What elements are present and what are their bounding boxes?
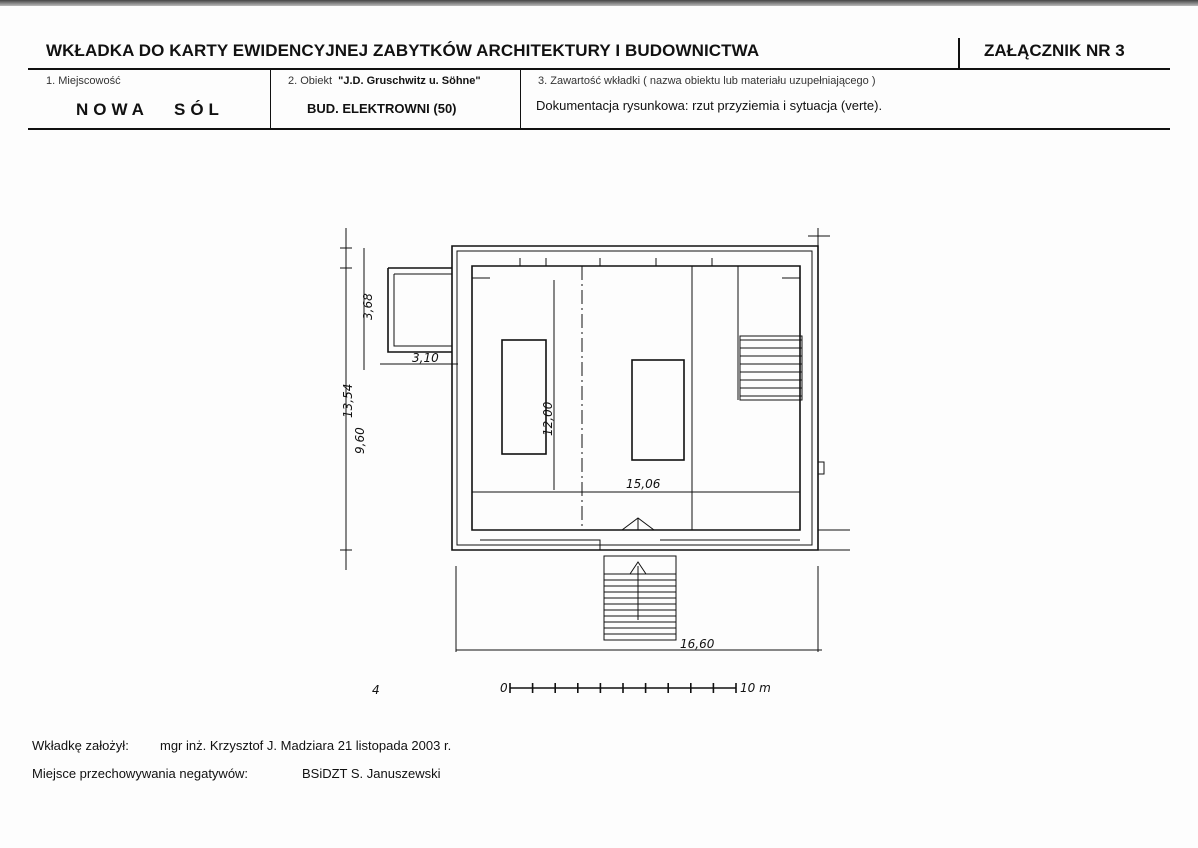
corner-tick bbox=[808, 228, 830, 268]
top-pilaster-marks bbox=[520, 258, 712, 266]
object-label-name: "J.D. Gruschwitz u. Söhne" bbox=[338, 75, 481, 87]
dim-inner-width-label: 15,06 bbox=[626, 477, 661, 491]
storage-label: Miejsce przechowywania negatywów: bbox=[32, 766, 249, 781]
locality-label: 1. Miejscowość bbox=[46, 75, 121, 87]
dim-inner-depth-label: 12,00 bbox=[541, 401, 555, 436]
contents-label: 3. Zawartość wkładki ( nazwa obiektu lub materiału uzupełniającego ) bbox=[538, 75, 876, 87]
dim-total-height-label: 13,54 bbox=[341, 383, 355, 418]
locality-value: NOWA SÓL bbox=[76, 100, 224, 119]
object-value: BUD. ELEKTROWNI (50) bbox=[307, 101, 457, 116]
north-arrow-icon: 4 bbox=[372, 683, 380, 697]
sheet-title: WKŁADKA DO KARTY EWIDENCYJNEJ ZABYTKÓW ARCHITEKTURY I BUDOWNICTWA bbox=[46, 41, 760, 60]
dim-lower-label: 9,60 bbox=[353, 427, 367, 454]
entrance-doors bbox=[622, 518, 654, 530]
dim-upper-label: 3,68 bbox=[361, 293, 375, 320]
contents-value: Dokumentacja rysunkowa: rzut przyziemia i sytuacja (verte). bbox=[536, 98, 883, 113]
scale-end-label: 10 m bbox=[740, 681, 771, 695]
dim-line-total-width bbox=[456, 566, 822, 652]
interior-stair bbox=[740, 336, 802, 400]
side-wall-extension bbox=[818, 462, 850, 550]
pilasters bbox=[472, 266, 800, 278]
machine-foundation-1 bbox=[502, 340, 546, 454]
dim-total-width-label: 16,60 bbox=[680, 637, 715, 651]
storage-value: BSiDZT S. Januszewski bbox=[302, 766, 441, 781]
author-label: Wkładkę założył: bbox=[32, 738, 129, 753]
annex-wall bbox=[388, 268, 452, 352]
object-label-prefix: 2. Obiekt bbox=[288, 75, 333, 87]
machine-foundation-2 bbox=[632, 360, 684, 460]
scale-start-label: 0 bbox=[500, 681, 508, 695]
annex-number: ZAŁĄCZNIK NR 3 bbox=[984, 41, 1125, 60]
outer-wall-inner-line bbox=[457, 251, 812, 545]
outer-wall bbox=[452, 246, 818, 550]
author-value: mgr inż. Krzysztof J. Madziara 21 listopada 2003 r. bbox=[160, 738, 452, 753]
annex-wall-inner bbox=[394, 274, 452, 346]
dim-annex-width-label: 3,10 bbox=[412, 351, 439, 365]
